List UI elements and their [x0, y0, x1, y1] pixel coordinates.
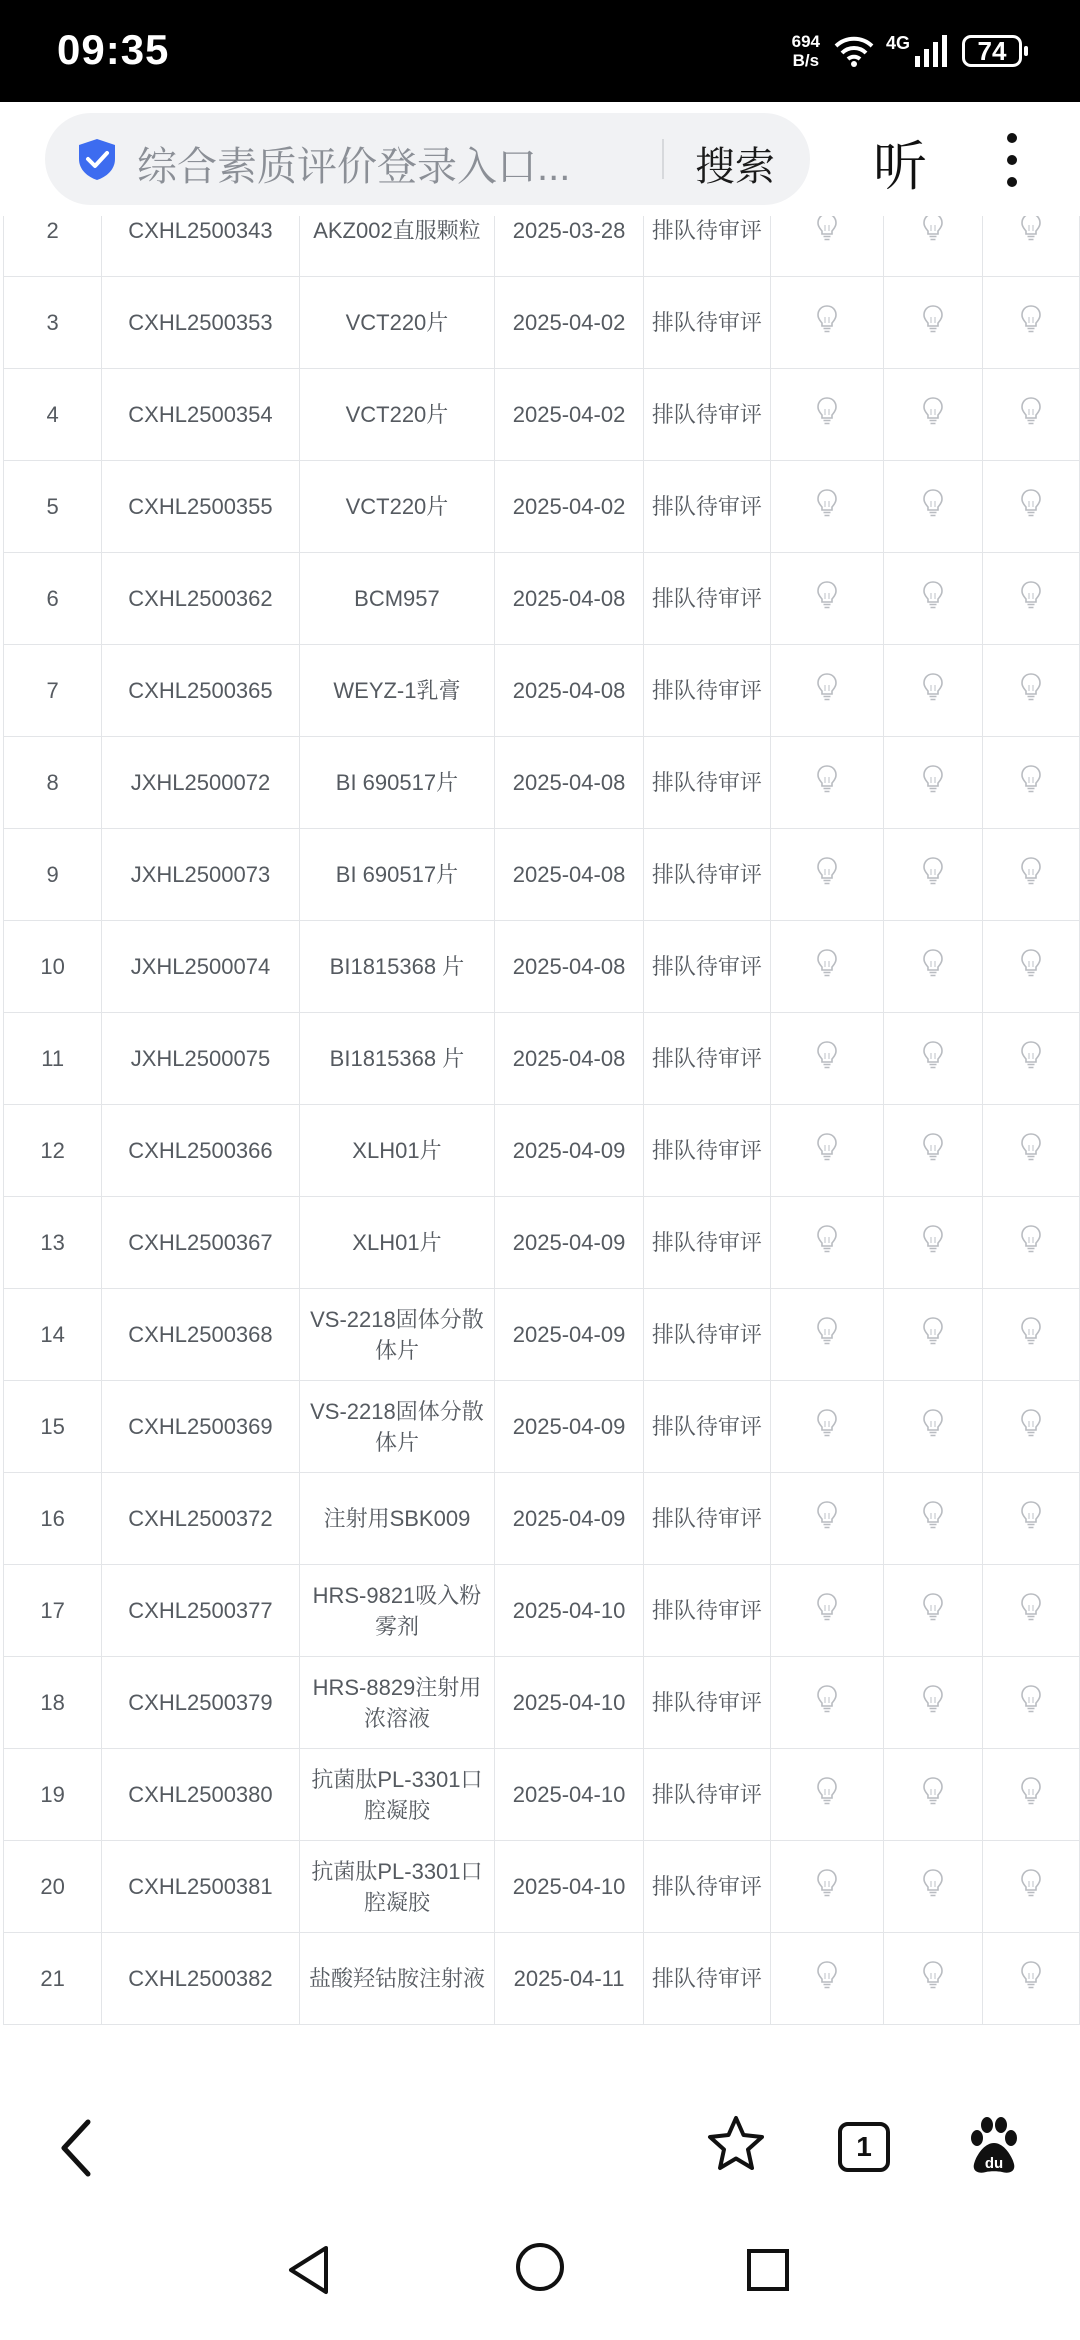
acceptance-date: 2025-04-02	[495, 369, 644, 461]
progress-cell-1	[770, 645, 884, 737]
progress-cell-2	[884, 1841, 982, 1933]
acceptance-code: CXHL2500372	[102, 1473, 299, 1565]
progress-cell-2	[884, 1657, 982, 1749]
acceptance-code: JXHL2500073	[102, 829, 299, 921]
battery-indicator	[962, 35, 1022, 67]
drug-name: XLH01片	[299, 1105, 495, 1197]
drug-name: 抗菌肽PL-3301口腔凝胶	[299, 1749, 495, 1841]
progress-cell-2	[884, 553, 982, 645]
drug-name: VS-2218固体分散体片	[299, 1289, 495, 1381]
row-number: 5	[4, 461, 102, 553]
lightbulb-icon	[816, 774, 838, 799]
lightbulb-icon	[816, 1418, 838, 1443]
acceptance-code: CXHL2500377	[102, 1565, 299, 1657]
acceptance-code: CXHL2500362	[102, 553, 299, 645]
system-home-icon[interactable]	[515, 2242, 565, 2292]
progress-cell-2	[884, 1933, 982, 2025]
progress-cell-1	[770, 553, 884, 645]
system-nav-bar	[0, 2218, 1080, 2340]
drug-name: 注射用SBK009	[299, 1473, 495, 1565]
svg-text:du: du	[984, 2155, 1004, 2172]
row-number: 4	[4, 369, 102, 461]
lightbulb-icon	[922, 1418, 944, 1443]
table-row	[4, 553, 1080, 645]
status-bar	[0, 0, 1080, 102]
lightbulb-icon	[816, 1970, 838, 1995]
lightbulb-icon	[922, 1602, 944, 1627]
acceptance-date: 2025-04-08	[495, 921, 644, 1013]
progress-cell-2	[884, 645, 982, 737]
table-row	[4, 1289, 1080, 1381]
acceptance-code: CXHL2500379	[102, 1657, 299, 1749]
progress-cell-1	[770, 369, 884, 461]
drug-name: VCT220片	[299, 461, 495, 553]
lightbulb-icon	[922, 958, 944, 983]
search-button[interactable]: 搜索	[695, 145, 775, 189]
row-number: 13	[4, 1197, 102, 1289]
signal-icon	[914, 34, 950, 68]
progress-cell-2	[884, 369, 982, 461]
review-status: 排队待审评	[643, 829, 770, 921]
table-row	[4, 737, 1080, 829]
progress-cell-2	[884, 1749, 982, 1841]
more-options-icon[interactable]	[1000, 130, 1024, 190]
acceptance-date: 2025-04-09	[495, 1381, 644, 1473]
progress-cell-2	[884, 1565, 982, 1657]
search-box[interactable]	[45, 113, 810, 205]
review-status: 排队待审评	[643, 277, 770, 369]
review-status: 排队待审评	[643, 1565, 770, 1657]
acceptance-date: 2025-04-09	[495, 1289, 644, 1381]
progress-cell-1	[770, 1841, 884, 1933]
acceptance-date: 2025-04-09	[495, 1473, 644, 1565]
lightbulb-icon	[1020, 1510, 1042, 1535]
lightbulb-icon	[1020, 1970, 1042, 1995]
acceptance-code: CXHL2500355	[102, 461, 299, 553]
review-status: 排队待审评	[643, 645, 770, 737]
row-number: 18	[4, 1657, 102, 1749]
acceptance-date: 2025-04-08	[495, 645, 644, 737]
progress-cell-3	[982, 737, 1079, 829]
table-row	[4, 216, 1080, 277]
drug-name: BI 690517片	[299, 829, 495, 921]
acceptance-date: 2025-04-08	[495, 737, 644, 829]
acceptance-code: CXHL2500367	[102, 1197, 299, 1289]
row-number: 16	[4, 1473, 102, 1565]
lightbulb-icon	[816, 958, 838, 983]
drug-name: BI1815368 片	[299, 1013, 495, 1105]
lightbulb-icon	[1020, 590, 1042, 615]
lightbulb-icon	[816, 1234, 838, 1259]
lightbulb-icon	[816, 314, 838, 339]
lightbulb-icon	[816, 1050, 838, 1075]
acceptance-code: CXHL2500365	[102, 645, 299, 737]
review-status: 排队待审评	[643, 1473, 770, 1565]
lightbulb-icon	[1020, 1142, 1042, 1167]
lightbulb-icon	[1020, 958, 1042, 983]
progress-cell-2	[884, 216, 982, 277]
review-status: 排队待审评	[643, 737, 770, 829]
progress-cell-3	[982, 1933, 1079, 2025]
lightbulb-icon	[922, 866, 944, 891]
row-number: 21	[4, 1933, 102, 2025]
progress-cell-3	[982, 1197, 1079, 1289]
review-status: 排队待审评	[643, 1013, 770, 1105]
table-row	[4, 461, 1080, 553]
review-status: 排队待审评	[643, 1197, 770, 1289]
search-query[interactable]: 综合素质评价登录入口...	[137, 145, 571, 189]
table-row	[4, 1933, 1080, 2025]
lightbulb-icon	[816, 1326, 838, 1351]
acceptance-code: CXHL2500369	[102, 1381, 299, 1473]
progress-cell-3	[982, 829, 1079, 921]
review-status: 排队待审评	[643, 921, 770, 1013]
lightbulb-icon	[816, 498, 838, 523]
browser-bottom-nav	[0, 2080, 1080, 2218]
lightbulb-icon	[816, 222, 838, 247]
lightbulb-icon	[922, 682, 944, 707]
progress-cell-1	[770, 921, 884, 1013]
shield-icon	[75, 137, 119, 181]
progress-cell-2	[884, 1473, 982, 1565]
progress-cell-3	[982, 216, 1079, 277]
table-row	[4, 645, 1080, 737]
progress-cell-1	[770, 216, 884, 277]
progress-cell-2	[884, 737, 982, 829]
review-status: 排队待审评	[643, 369, 770, 461]
drug-name: 盐酸羟钴胺注射液	[299, 1933, 495, 2025]
lightbulb-icon	[816, 406, 838, 431]
drug-name: HRS-9821吸入粉雾剂	[299, 1565, 495, 1657]
progress-cell-3	[982, 1381, 1079, 1473]
table-row	[4, 1381, 1080, 1473]
review-status: 排队待审评	[643, 1657, 770, 1749]
review-status: 排队待审评	[643, 1289, 770, 1381]
progress-cell-1	[770, 1657, 884, 1749]
lightbulb-icon	[922, 222, 944, 247]
progress-cell-1	[770, 829, 884, 921]
drug-name: XLH01片	[299, 1197, 495, 1289]
lightbulb-icon	[922, 1142, 944, 1167]
row-number: 14	[4, 1289, 102, 1381]
drug-name: BI 690517片	[299, 737, 495, 829]
table-row	[4, 1105, 1080, 1197]
review-status: 排队待审评	[643, 216, 770, 277]
lightbulb-icon	[922, 1326, 944, 1351]
progress-cell-2	[884, 1381, 982, 1473]
acceptance-code: CXHL2500353	[102, 277, 299, 369]
acceptance-code: CXHL2500354	[102, 369, 299, 461]
drug-name: AKZ002直服颗粒	[299, 216, 495, 277]
table-row	[4, 1749, 1080, 1841]
acceptance-date: 2025-04-08	[495, 829, 644, 921]
progress-cell-1	[770, 1289, 884, 1381]
lightbulb-icon	[1020, 498, 1042, 523]
review-status: 排队待审评	[643, 1841, 770, 1933]
row-number: 19	[4, 1749, 102, 1841]
row-number: 12	[4, 1105, 102, 1197]
acceptance-date: 2025-04-08	[495, 553, 644, 645]
lightbulb-icon	[1020, 1786, 1042, 1811]
drug-name: HRS-8829注射用浓溶液	[299, 1657, 495, 1749]
lightbulb-icon	[922, 1234, 944, 1259]
network-type: 4G	[885, 32, 910, 53]
lightbulb-icon	[922, 1694, 944, 1719]
baidu-paw-icon[interactable]	[966, 2116, 1022, 2176]
drug-review-table	[3, 216, 1080, 2025]
lightbulb-icon	[1020, 1326, 1042, 1351]
lightbulb-icon	[922, 1970, 944, 1995]
lightbulb-icon	[816, 1878, 838, 1903]
drug-name: VCT220片	[299, 277, 495, 369]
drug-name: WEYZ-1乳膏	[299, 645, 495, 737]
lightbulb-icon	[922, 1050, 944, 1075]
table-row	[4, 1013, 1080, 1105]
lightbulb-icon	[1020, 1878, 1042, 1903]
drug-name: VS-2218固体分散体片	[299, 1381, 495, 1473]
acceptance-date: 2025-04-02	[495, 461, 644, 553]
acceptance-date: 2025-04-10	[495, 1565, 644, 1657]
progress-cell-1	[770, 1197, 884, 1289]
lightbulb-icon	[816, 590, 838, 615]
lightbulb-icon	[1020, 1234, 1042, 1259]
row-number: 2	[4, 216, 102, 277]
progress-cell-3	[982, 461, 1079, 553]
acceptance-code: CXHL2500381	[102, 1841, 299, 1933]
review-status: 排队待审评	[643, 1749, 770, 1841]
back-arrow-icon[interactable]	[58, 2118, 94, 2178]
acceptance-code: JXHL2500074	[102, 921, 299, 1013]
lightbulb-icon	[816, 1510, 838, 1535]
progress-cell-3	[982, 1565, 1079, 1657]
acceptance-date: 2025-04-02	[495, 277, 644, 369]
progress-cell-3	[982, 1473, 1079, 1565]
progress-cell-3	[982, 553, 1079, 645]
progress-cell-2	[884, 1105, 982, 1197]
acceptance-code: CXHL2500380	[102, 1749, 299, 1841]
lightbulb-icon	[1020, 1050, 1042, 1075]
progress-cell-1	[770, 277, 884, 369]
tabs-button[interactable]	[838, 2122, 890, 2172]
lightbulb-icon	[1020, 1694, 1042, 1719]
tab-count: 1	[856, 2131, 872, 2162]
progress-cell-1	[770, 1105, 884, 1197]
row-number: 15	[4, 1381, 102, 1473]
progress-cell-3	[982, 1749, 1079, 1841]
progress-cell-3	[982, 645, 1079, 737]
progress-cell-2	[884, 461, 982, 553]
network-speed-unit: B/s	[792, 51, 820, 70]
table-body	[4, 216, 1080, 2025]
acceptance-date: 2025-04-09	[495, 1105, 644, 1197]
progress-cell-3	[982, 1105, 1079, 1197]
lightbulb-icon	[922, 314, 944, 339]
row-number: 7	[4, 645, 102, 737]
row-number: 20	[4, 1841, 102, 1933]
progress-cell-1	[770, 1749, 884, 1841]
progress-cell-1	[770, 1565, 884, 1657]
acceptance-date: 2025-04-10	[495, 1657, 644, 1749]
search-divider	[662, 139, 664, 179]
progress-cell-3	[982, 921, 1079, 1013]
row-number: 11	[4, 1013, 102, 1105]
progress-cell-1	[770, 1381, 884, 1473]
acceptance-code: JXHL2500075	[102, 1013, 299, 1105]
progress-cell-2	[884, 1197, 982, 1289]
progress-cell-1	[770, 461, 884, 553]
row-number: 3	[4, 277, 102, 369]
lightbulb-icon	[816, 1694, 838, 1719]
progress-cell-3	[982, 1289, 1079, 1381]
progress-cell-1	[770, 737, 884, 829]
row-number: 6	[4, 553, 102, 645]
lightbulb-icon	[922, 1878, 944, 1903]
review-status: 排队待审评	[643, 1381, 770, 1473]
lightbulb-icon	[1020, 222, 1042, 247]
progress-cell-2	[884, 1289, 982, 1381]
lightbulb-icon	[1020, 314, 1042, 339]
network-speed-value: 694	[791, 32, 820, 51]
table-row	[4, 921, 1080, 1013]
lightbulb-icon	[1020, 866, 1042, 891]
star-icon[interactable]	[706, 2114, 766, 2174]
lightbulb-icon	[816, 1602, 838, 1627]
lightbulb-icon	[922, 406, 944, 431]
progress-cell-1	[770, 1473, 884, 1565]
table-row	[4, 829, 1080, 921]
acceptance-code: CXHL2500368	[102, 1289, 299, 1381]
acceptance-code: JXHL2500072	[102, 737, 299, 829]
acceptance-date: 2025-04-08	[495, 1013, 644, 1105]
acceptance-code: CXHL2500343	[102, 216, 299, 277]
progress-cell-2	[884, 1013, 982, 1105]
acceptance-code: CXHL2500382	[102, 1933, 299, 2025]
lightbulb-icon	[1020, 682, 1042, 707]
drug-name: BCM957	[299, 553, 495, 645]
row-number: 10	[4, 921, 102, 1013]
lightbulb-icon	[922, 1786, 944, 1811]
network-speed	[792, 32, 820, 70]
lightbulb-icon	[1020, 774, 1042, 799]
system-recents-icon[interactable]	[746, 2248, 790, 2292]
status-indicators	[792, 28, 1022, 74]
acceptance-date: 2025-04-10	[495, 1841, 644, 1933]
lightbulb-icon	[922, 774, 944, 799]
review-status: 排队待审评	[643, 553, 770, 645]
progress-cell-3	[982, 369, 1079, 461]
progress-cell-3	[982, 1841, 1079, 1933]
status-time: 09:35	[57, 26, 170, 73]
lightbulb-icon	[922, 1510, 944, 1535]
progress-cell-2	[884, 921, 982, 1013]
drug-name: BI1815368 片	[299, 921, 495, 1013]
progress-cell-1	[770, 1933, 884, 2025]
table-viewport[interactable]	[0, 216, 1080, 2080]
progress-cell-3	[982, 1013, 1079, 1105]
progress-cell-3	[982, 277, 1079, 369]
lightbulb-icon	[816, 1142, 838, 1167]
row-number: 17	[4, 1565, 102, 1657]
progress-cell-3	[982, 1657, 1079, 1749]
acceptance-date: 2025-04-10	[495, 1749, 644, 1841]
progress-cell-2	[884, 277, 982, 369]
table-row	[4, 277, 1080, 369]
drug-name: 抗菌肽PL-3301口腔凝胶	[299, 1841, 495, 1933]
lightbulb-icon	[1020, 406, 1042, 431]
lightbulb-icon	[1020, 1418, 1042, 1443]
lightbulb-icon	[922, 498, 944, 523]
acceptance-date: 2025-04-09	[495, 1197, 644, 1289]
wifi-icon	[834, 35, 874, 67]
lightbulb-icon	[922, 590, 944, 615]
progress-cell-2	[884, 829, 982, 921]
row-number: 9	[4, 829, 102, 921]
row-number: 8	[4, 737, 102, 829]
table-row	[4, 369, 1080, 461]
acceptance-date: 2025-03-28	[495, 216, 644, 277]
table-row	[4, 1657, 1080, 1749]
table-row	[4, 1197, 1080, 1289]
lightbulb-icon	[1020, 1602, 1042, 1627]
review-status: 排队待审评	[643, 1105, 770, 1197]
drug-name: VCT220片	[299, 369, 495, 461]
table-row	[4, 1841, 1080, 1933]
acceptance-code: CXHL2500366	[102, 1105, 299, 1197]
lightbulb-icon	[816, 866, 838, 891]
table-row	[4, 1565, 1080, 1657]
system-back-icon[interactable]	[286, 2244, 330, 2296]
lightbulb-icon	[816, 1786, 838, 1811]
lightbulb-icon	[816, 682, 838, 707]
battery-level: 74	[977, 35, 1007, 66]
progress-cell-1	[770, 1013, 884, 1105]
review-status: 排队待审评	[643, 461, 770, 553]
acceptance-date: 2025-04-11	[495, 1933, 644, 2025]
review-status: 排队待审评	[643, 1933, 770, 2025]
browser-top-bar	[0, 102, 1080, 216]
table-row	[4, 1473, 1080, 1565]
listen-button[interactable]: 听	[873, 137, 927, 197]
